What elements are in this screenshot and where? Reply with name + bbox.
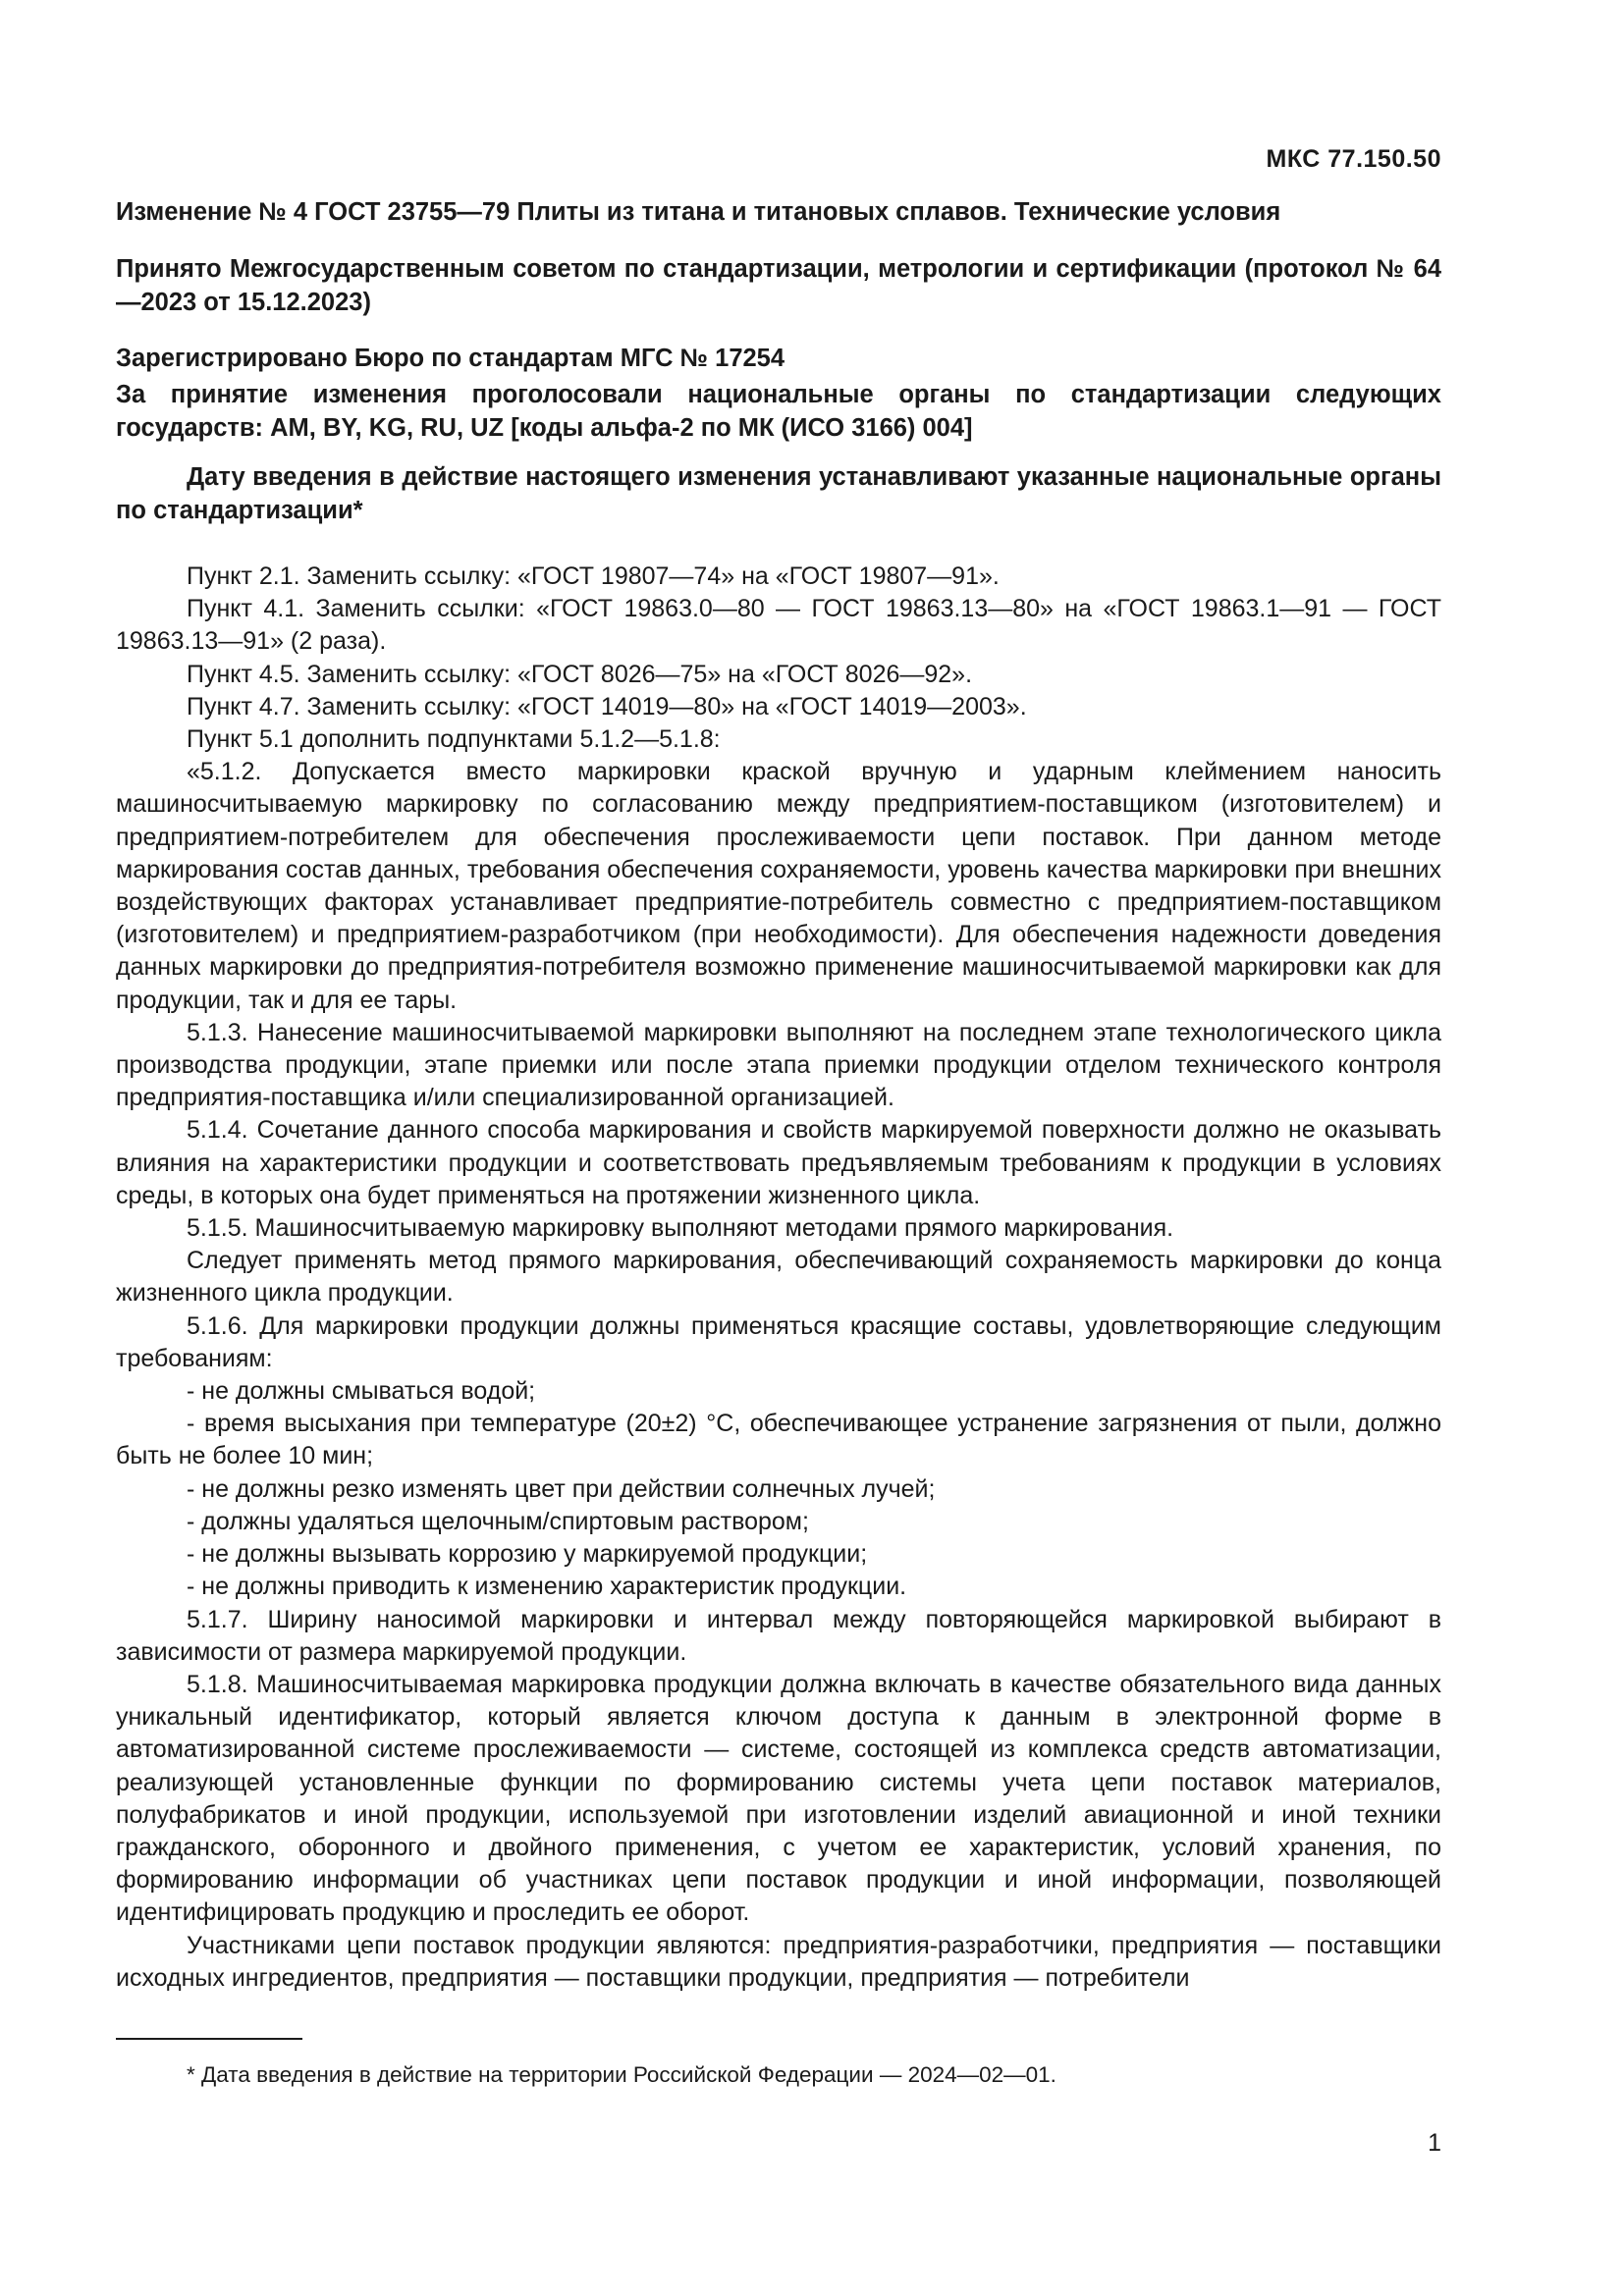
footnote: * Дата введения в действие на территории Российской Федерации — 2024—02—01. (187, 2062, 1056, 2087)
paragraph: 5.1.3. Нанесение машиносчитываемой маркировки выполняют на последнем этапе технологического цикла производства продукции, этапе приемки или после этапа приемки продукции отделом технического контроля предприятия-поставщика и/или специализированной организацией. (116, 1018, 1441, 1112)
effective-date-statement: Дату введения в действие настоящего изменения устанавливают указанные национальные органы по стандартизации* (116, 463, 1441, 524)
list-item: - должны удаляться щелочным/спиртовым раствором; (187, 1507, 809, 1535)
list-item: - не должны приводить к изменению характеристик продукции. (187, 1573, 907, 1601)
paragraph: 5.1.4. Сочетание данного способа маркирования и свойств маркируемой поверхности должно не оказывать влияния на характеристики продукции и соответствовать предъявляемым требованиям к продукции в условиях среды, в которых она будет применяться на протяжении жизненного цикла. (116, 1116, 1441, 1209)
paragraph: Пункт 5.1 дополнить подпунктами 5.1.2—5.1.8: (187, 725, 721, 754)
paragraph: 5.1.6. Для маркировки продукции должны применяться красящие составы, удовлетворяющие следующим требованиям: (116, 1311, 1441, 1372)
voted-statement: За принятие изменения проголосовали национальные органы по стандартизации следующих государств: AM, BY, KG, RU, UZ [коды альфа-2 по МК (ИСО 3166) 004] (116, 381, 1441, 442)
mks-code: МКС 77.150.50 (1266, 145, 1441, 173)
paragraph: 5.1.5. Машиносчитываемую маркировку выполняют методами прямого маркирования. (187, 1214, 1174, 1243)
paragraph: Пункт 4.7. Заменить ссылку: «ГОСТ 14019—80» на «ГОСТ 14019—2003». (187, 692, 1027, 721)
list-item: - время высыхания при температуре (20±2) °С, обеспечивающее устранение загрязнения от пыли, должно быть не более 10 мин; (116, 1410, 1441, 1470)
paragraph: Пункт 4.5. Заменить ссылку: «ГОСТ 8026—75» на «ГОСТ 8026—92». (187, 660, 973, 688)
registered-statement: Зарегистрировано Бюро по стандартам МГС № 17254 (116, 345, 785, 372)
adopted-statement: Принято Межгосударственным советом по стандартизации, метрологии и сертификации (протокол № 64—2023 от 15.12.2023) (116, 255, 1441, 316)
paragraph: 5.1.7. Ширину наносимой маркировки и интервал между повторяющейся маркировкой выбирают в зависимости от размера маркируемой продукции. (116, 1605, 1441, 1666)
page-number: 1 (1428, 2129, 1441, 2157)
paragraph: Участниками цепи поставок продукции являются: предприятия-разработчики, предприятия — поставщики исходных ингредиентов, предприятия — поставщики продукции, предприятия — потребители (116, 1931, 1441, 1992)
change-title: Изменение № 4 ГОСТ 23755—79 Плиты из титана и титановых сплавов. Технические условия (116, 198, 1281, 226)
paragraph: 5.1.8. Машиносчитываемая маркировка продукции должна включать в качестве обязательного вида данных уникальный идентификатор, который является ключом доступа к данным в электронной форме в автоматизированной системе прослеживаемости — системе, состоящей из комплекса средств автоматизации, реализующей установленные функции по формированию системы учета цепи поставок материалов, полуфабрикатов и иной продукции, используемой при изготовлении изделий авиационной и иной техники гражданского, оборонного и двойного применения, с учетом ее характеристик, условий хранения, по формированию информации об участниках цепи поставок продукции и иной информации, позволяющей идентифицировать продукцию и проследить ее оборот. (116, 1670, 1441, 1927)
footnote-separator (116, 2038, 302, 2040)
paragraph: Пункт 2.1. Заменить ссылку: «ГОСТ 19807—74» на «ГОСТ 19807—91». (187, 562, 1000, 590)
list-item: - не должны вызывать коррозию у маркируемой продукции; (187, 1540, 868, 1569)
paragraph: «5.1.2. Допускается вместо маркировки краской вручную и ударным клеймением наносить машиносчитываемую маркировку по согласованию между предприятием-поставщиком (изготовителем) и предприятием-потребителем для обеспечения прослеживаемости цепи поставок. При данном методе маркирования состав данных, требования обеспечения сохраняемости, уровень качества маркировки при внешних воздействующих факторах устанавливает предприятие-потребитель совместно с предприятием-поставщиком (изготовителем) и предприятием-разработчиком (при необходимости). Для обеспечения надежности доведения данных маркировки до предприятия-потребителя возможно применение машиносчитываемой маркировки как для продукции, так и для ее тары. (116, 758, 1441, 1014)
paragraph: Пункт 4.1. Заменить ссылки: «ГОСТ 19863.0—80 — ГОСТ 19863.13—80» на «ГОСТ 19863.1—91 — ГОСТ 19863.13—91» (2 раза). (116, 595, 1441, 656)
change-body (116, 561, 1441, 1995)
paragraph: Следует применять метод прямого маркирования, обеспечивающий сохраняемость маркировки до конца жизненного цикла продукции. (116, 1247, 1441, 1308)
list-item: - не должны смываться водой; (187, 1377, 536, 1406)
list-item: - не должны резко изменять цвет при действии солнечных лучей; (187, 1474, 936, 1503)
